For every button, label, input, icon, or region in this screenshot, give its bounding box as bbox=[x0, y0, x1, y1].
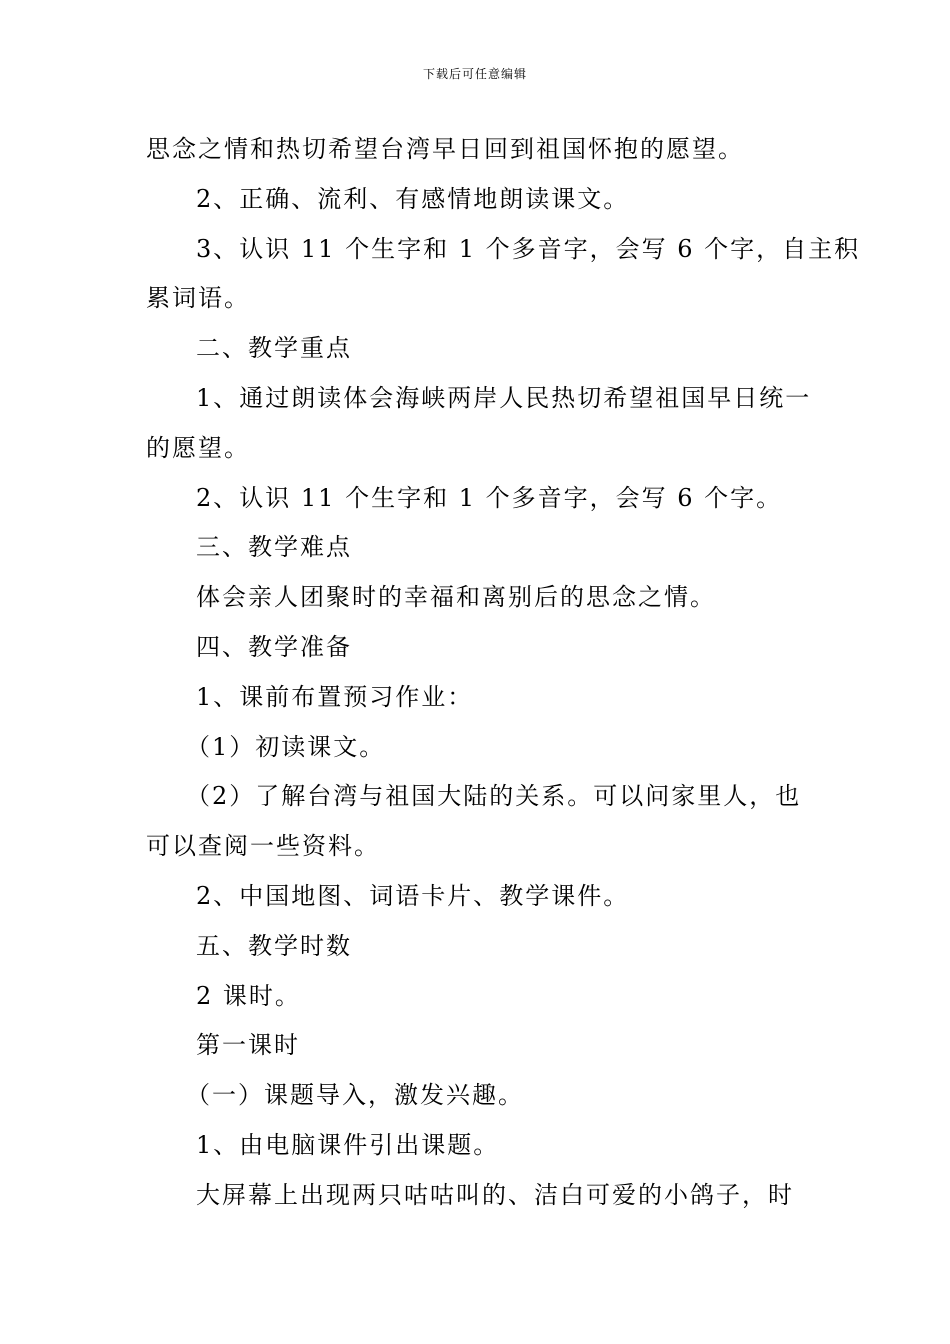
paragraph-line: （2）了解台湾与祖国大陆的关系。可以问家里人，也 bbox=[186, 782, 802, 811]
page-header: 下载后可任意编辑 bbox=[422, 67, 527, 81]
section-heading: 二、教学重点 bbox=[196, 334, 352, 363]
paragraph-line: 思念之情和热切希望台湾早日回到祖国怀抱的愿望。 bbox=[146, 135, 744, 163]
section-heading: 五、教学时数 bbox=[196, 931, 352, 960]
paragraph-line: 的愿望。 bbox=[146, 433, 250, 462]
document-body bbox=[146, 125, 861, 1221]
section-heading: 四、教学准备 bbox=[196, 632, 352, 661]
paragraph-line: （一）课题导入，激发兴趣。 bbox=[186, 1081, 524, 1110]
paragraph-line: 1、通过朗读体会海峡两岸人民热切希望祖国早日统一 bbox=[196, 383, 812, 412]
section-heading: 第一课时 bbox=[196, 1031, 300, 1060]
paragraph-line: 2、正确、流利、有感情地朗读课文。 bbox=[196, 184, 630, 213]
paragraph-line: （1）初读课文。 bbox=[186, 732, 386, 761]
paragraph-line: 1、由电脑课件引出课题。 bbox=[196, 1130, 500, 1159]
paragraph-line: 2 课时。 bbox=[196, 981, 301, 1010]
paragraph-line: 2、中国地图、词语卡片、教学课件。 bbox=[196, 881, 630, 910]
paragraph-line: 可以查阅一些资料。 bbox=[146, 832, 380, 861]
paragraph-line: 1、课前布置预习作业： bbox=[196, 682, 474, 711]
paragraph-line: 2、认识 11 个生字和 1 个多音字，会写 6 个字。 bbox=[196, 483, 783, 512]
paragraph-line: 体会亲人团聚时的幸福和离别后的思念之情。 bbox=[196, 583, 716, 612]
section-heading: 三、教学难点 bbox=[196, 533, 352, 562]
paragraph-line: 累词语。 bbox=[146, 284, 250, 313]
paragraph-line: 3、认识 11 个生字和 1 个多音字，会写 6 个字，自主积 bbox=[196, 234, 861, 263]
paragraph-line: 大屏幕上出现两只咕咕叫的、洁白可爱的小鸽子，时 bbox=[196, 1180, 794, 1209]
